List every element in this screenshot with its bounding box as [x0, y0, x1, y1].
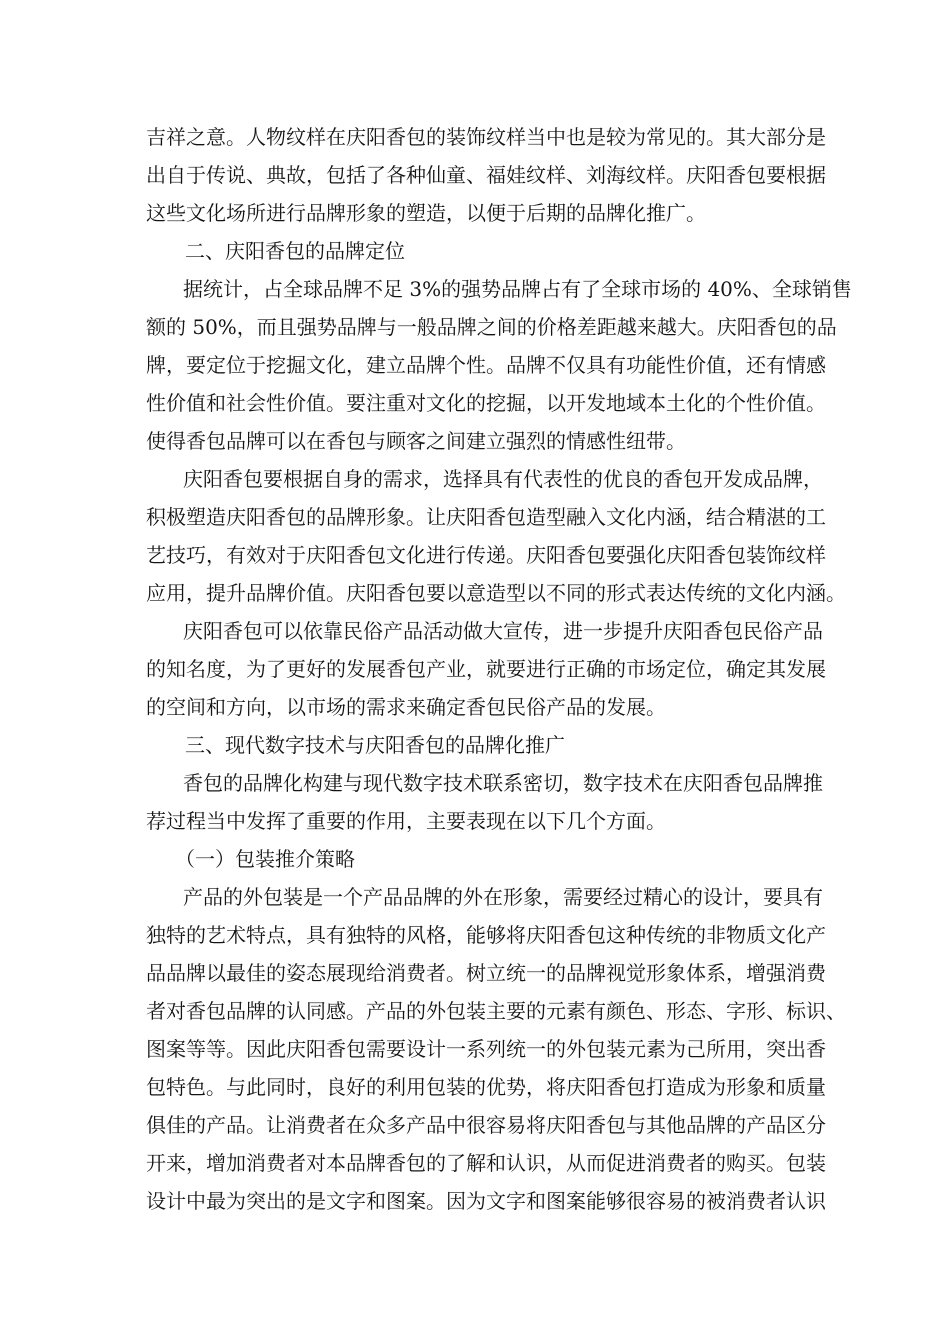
- body-text-line: 出自于传说、典故，包括了各种仙童、福娃纹样、刘海纹样。庆阳香包要根据: [146, 163, 826, 187]
- body-text-line: 图案等等。因此庆阳香包需要设计一系列统一的外包装元素为己所用，突出香: [146, 1037, 826, 1061]
- body-text-line: 产品的外包装是一个产品品牌的外在形象，需要经过精心的设计，要具有: [183, 885, 823, 909]
- body-text-line: 设计中最为突出的是文字和图案。因为文字和图案能够很容易的被消费者认识: [146, 1189, 826, 1213]
- section-heading: 二、庆阳香包的品牌定位: [185, 239, 405, 263]
- body-text-line: 庆阳香包要根据自身的需求，选择具有代表性的优良的香包开发成品牌，: [183, 467, 823, 491]
- body-text-line: 据统计，占全球品牌不足 3%的强势品牌占有了全球市场的 40%、全球销售: [183, 277, 852, 301]
- body-text-line: 的空间和方向，以市场的需求来确定香包民俗产品的发展。: [146, 695, 666, 719]
- body-text-line: 包特色。与此同时，良好的利用包装的优势，将庆阳香包打造成为形象和质量: [146, 1075, 826, 1099]
- body-text-line: 品品牌以最佳的姿态展现给消费者。树立统一的品牌视觉形象体系，增强消费: [146, 961, 826, 985]
- body-text-line: 使得香包品牌可以在香包与顾客之间建立强烈的情感性纽带。: [146, 429, 686, 453]
- body-text-line: 牌，要定位于挖掘文化，建立品牌个性。品牌不仅具有功能性价值，还有情感: [146, 353, 826, 377]
- body-text-line: 的知名度，为了更好的发展香包产业，就要进行正确的市场定位，确定其发展: [146, 657, 826, 681]
- section-heading: 三、现代数字技术与庆阳香包的品牌化推广: [185, 733, 565, 757]
- body-text-line: 性价值和社会性价值。要注重对文化的挖掘，以开发地域本土化的个性价值。: [146, 391, 826, 415]
- body-text-line: 庆阳香包可以依靠民俗产品活动做大宣传，进一步提升庆阳香包民俗产品: [183, 619, 823, 643]
- body-text-line: 应用，提升品牌价值。庆阳香包要以意造型以不同的形式表达传统的文化内涵。: [146, 581, 846, 605]
- body-text-line: 开来，增加消费者对本品牌香包的了解和认识，从而促进消费者的购买。包装: [146, 1151, 826, 1175]
- body-text-line: 额的 50%，而且强势品牌与一般品牌之间的价格差距越来越大。庆阳香包的品: [146, 315, 837, 339]
- body-text-line: 者对香包品牌的认同感。产品的外包装主要的元素有颜色、形态、字形、标识、: [146, 999, 846, 1023]
- body-text-line: 香包的品牌化构建与现代数字技术联系密切，数字技术在庆阳香包品牌推: [183, 771, 823, 795]
- body-text-line: 俱佳的产品。让消费者在众多产品中很容易将庆阳香包与其他品牌的产品区分: [146, 1113, 826, 1137]
- body-text-line: 荐过程当中发挥了重要的作用，主要表现在以下几个方面。: [146, 809, 666, 833]
- body-text-line: 吉祥之意。人物纹样在庆阳香包的装饰纹样当中也是较为常见的。其大部分是: [146, 125, 826, 149]
- body-text-line: 这些文化场所进行品牌形象的塑造，以便于后期的品牌化推广。: [146, 201, 706, 225]
- subsection-heading: （一）包装推介策略: [175, 847, 355, 871]
- body-text-line: 积极塑造庆阳香包的品牌形象。让庆阳香包造型融入文化内涵，结合精湛的工: [146, 505, 826, 529]
- body-text-line: 独特的艺术特点，具有独特的风格，能够将庆阳香包这种传统的非物质文化产: [146, 923, 826, 947]
- body-text-line: 艺技巧，有效对于庆阳香包文化进行传递。庆阳香包要强化庆阳香包装饰纹样: [146, 543, 826, 567]
